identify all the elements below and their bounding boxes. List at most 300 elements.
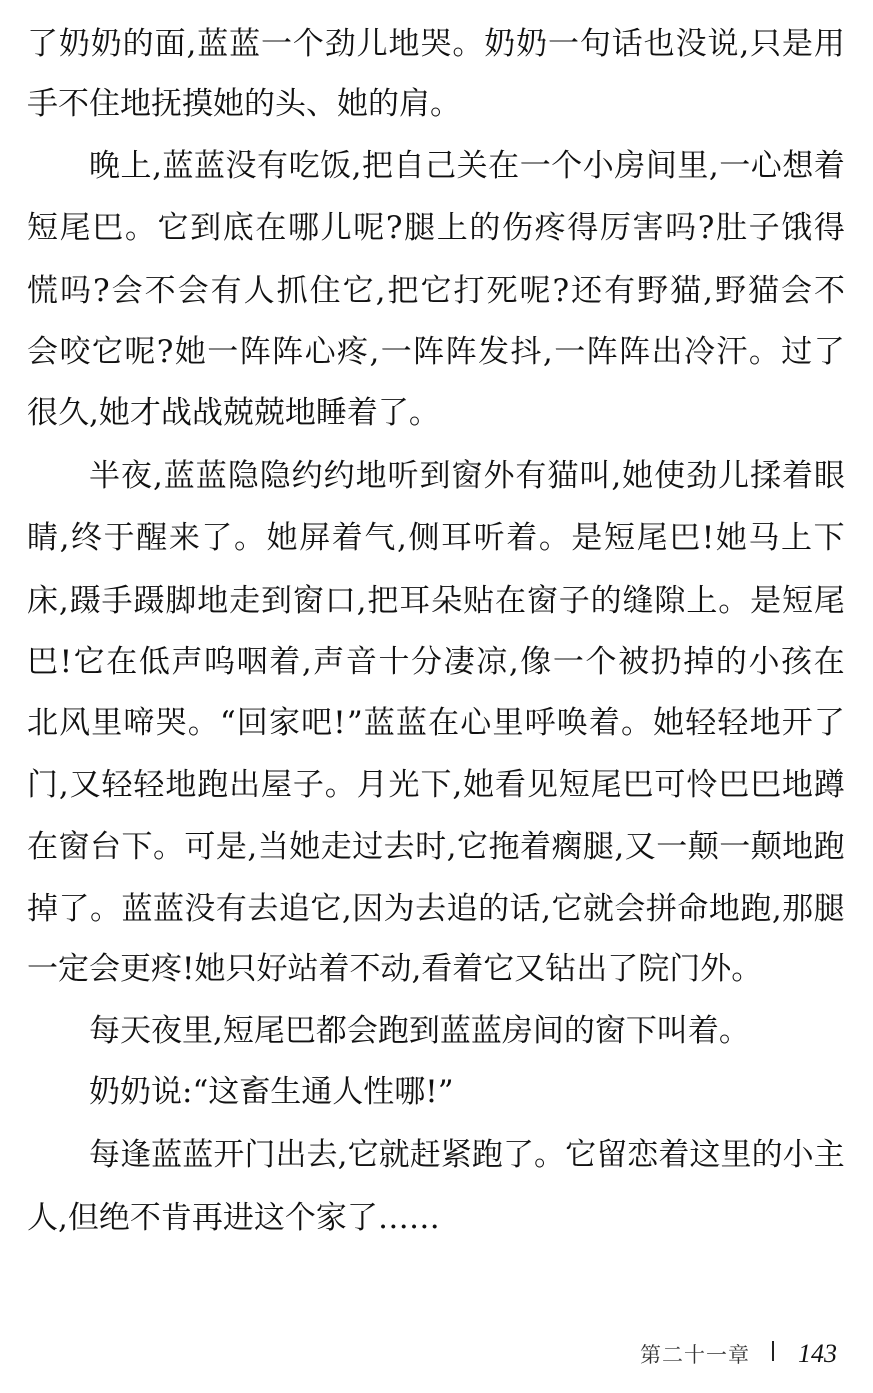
glyph: 赶 (409, 1137, 441, 1173)
glyph: , (739, 26, 750, 62)
text-line (27, 24, 845, 64)
text-line (27, 765, 845, 805)
glyph: 马 (748, 520, 780, 556)
glyph: 在 (488, 148, 520, 184)
glyph: 在 (494, 583, 526, 619)
glyph: 因 (352, 891, 384, 927)
glyph: 。 (452, 26, 484, 62)
glyph: 使 (654, 458, 686, 494)
glyph: 凄 (443, 644, 475, 680)
glyph: 屏 (299, 520, 331, 556)
page-footer (640, 1336, 837, 1372)
glyph: 巴 (750, 767, 782, 803)
glyph: 被 (618, 644, 650, 680)
glyph: 一 (719, 829, 751, 865)
glyph: 尾 (636, 520, 668, 556)
glyph: 约 (291, 458, 323, 494)
glyph: 是 (781, 26, 813, 62)
glyph: 小 (782, 1137, 814, 1173)
glyph: 里 (677, 148, 709, 184)
glyph: , (771, 891, 782, 927)
text-line (27, 518, 845, 558)
glyph: 巴 (92, 210, 124, 246)
glyph: 有 (515, 458, 547, 494)
glyph: 隙 (654, 583, 686, 619)
glyph: 在 (428, 705, 460, 741)
glyph: , (58, 583, 69, 619)
glyph: 咽 (236, 644, 268, 680)
glyph: 吗 (665, 210, 697, 246)
glyph: 个 (551, 148, 583, 184)
glyph: ? (93, 273, 110, 309)
glyph: 跑 (740, 891, 772, 927)
glyph: 一 (519, 148, 551, 184)
glyph: 跑 (471, 1137, 503, 1173)
glyph: 有 (257, 148, 289, 184)
glyph: 她 (715, 520, 747, 556)
glyph: , (301, 644, 312, 680)
glyph: 孩 (781, 644, 813, 680)
glyph: , (703, 273, 713, 309)
glyph: , (446, 829, 457, 865)
glyph: 心 (750, 148, 782, 184)
glyph: 地 (782, 829, 814, 865)
glyph: 走 (229, 583, 261, 619)
glyph: 儿 (718, 458, 750, 494)
glyph: 野 (637, 273, 669, 309)
glyph: 腿 (404, 210, 436, 246)
glyph: , (341, 891, 352, 927)
glyph: 叫 (579, 458, 611, 494)
glyph: 疼 (534, 210, 566, 246)
glyph: 到 (190, 210, 222, 246)
glyph: 饿 (781, 210, 813, 246)
glyph: 饭 (320, 148, 352, 184)
glyph: 也 (643, 26, 675, 62)
glyph: ? (697, 210, 715, 246)
glyph: 打 (453, 273, 485, 309)
glyph: 追 (446, 891, 478, 927)
glyph: 一 (552, 644, 584, 680)
glyph: 着 (588, 705, 620, 741)
text-line (27, 208, 845, 248)
glyph: 着 (519, 829, 551, 865)
glyph: 耳 (399, 583, 431, 619)
text-line (27, 642, 845, 682)
glyph: 咬 (59, 334, 91, 370)
glyph: 是 (215, 829, 247, 865)
text-line: 每天夜里,短尾巴都会跑到蓝蓝房间的窗下叫着。 (89, 1013, 750, 1049)
glyph: 儿 (356, 26, 388, 62)
glyph: 拼 (645, 891, 677, 927)
glyph: 追 (278, 891, 310, 927)
glyph: 开 (781, 705, 813, 741)
glyph: 那 (782, 891, 814, 927)
glyph: 北 (27, 705, 58, 741)
glyph: 它 (456, 829, 488, 865)
text-line (27, 827, 845, 867)
glyph: 房 (614, 148, 646, 184)
glyph: 脚 (165, 583, 197, 619)
glyph: 它 (565, 1137, 597, 1173)
glyph: 一 (260, 26, 292, 62)
glyph: 出 (275, 1137, 307, 1173)
glyph: 耳 (441, 520, 473, 556)
glyph: 阵 (413, 334, 445, 370)
glyph: 于 (103, 520, 135, 556)
glyph: 屋 (260, 767, 292, 803)
glyph: 怜 (686, 767, 718, 803)
glyph: 去 (415, 891, 447, 927)
glyph: 腿 (582, 829, 614, 865)
glyph: 它 (347, 1137, 379, 1173)
glyph: 像 (520, 644, 552, 680)
glyph: 小 (582, 148, 614, 184)
glyph: , (337, 1137, 348, 1173)
glyph: 为 (383, 891, 415, 927)
glyph: 过 (781, 334, 813, 370)
glyph: 醒 (136, 520, 168, 556)
glyph: 窗 (451, 458, 483, 494)
glyph: ? (552, 273, 570, 309)
glyph: 只 (750, 26, 782, 62)
glyph: , (452, 767, 463, 803)
glyph: 。 (234, 520, 266, 556)
glyph: ! (701, 520, 715, 556)
glyph: 隐 (259, 458, 291, 494)
glyph: 蓝 (163, 458, 195, 494)
glyph: 蓝 (182, 1137, 214, 1173)
glyph: 汗 (716, 334, 748, 370)
glyph: 在 (27, 829, 58, 865)
glyph: 轻 (685, 705, 717, 741)
glyph: 下 (121, 829, 153, 865)
glyph: , (152, 148, 162, 184)
glyph: 就 (582, 891, 614, 927)
glyph: 轻 (717, 705, 749, 741)
glyph: 口 (324, 583, 356, 619)
glyph: 想 (782, 148, 814, 184)
glyph: 子 (748, 210, 780, 246)
glyph: 揉 (750, 458, 782, 494)
glyph: 可 (654, 767, 686, 803)
glyph: 短 (27, 210, 58, 246)
glyph: 上 (781, 520, 813, 556)
glyph: 地 (355, 458, 387, 494)
glyph: 把 (387, 273, 419, 309)
glyph: 回 (236, 705, 268, 741)
glyph: 话 (509, 891, 541, 927)
glyph: 猫 (747, 273, 779, 309)
glyph: 发 (478, 334, 510, 370)
glyph: 了 (27, 26, 58, 62)
glyph: 疼 (337, 334, 368, 370)
glyph: 着 (782, 458, 813, 494)
glyph: 伤 (502, 210, 533, 246)
glyph: 它 (73, 644, 105, 680)
glyph: 床 (27, 583, 58, 619)
glyph: 又 (69, 767, 101, 803)
glyph: 害 (632, 210, 664, 246)
glyph: 蓝 (197, 26, 229, 62)
glyph: 下 (420, 767, 452, 803)
glyph: 门 (27, 767, 58, 803)
glyph: , (614, 829, 625, 865)
glyph: 隐 (227, 458, 259, 494)
glyph: 逢 (120, 1137, 152, 1173)
footer-separator (772, 1341, 774, 1361)
glyph: 来 (168, 520, 200, 556)
glyph: 会 (27, 334, 58, 370)
text-line (27, 581, 845, 621)
glyph: 啼 (123, 705, 155, 741)
glyph: 在 (255, 210, 287, 246)
glyph: 它 (420, 273, 452, 309)
glyph: 尾 (590, 767, 622, 803)
glyph: 呜 (204, 644, 236, 680)
glyph: 过 (352, 829, 384, 865)
text-line (27, 332, 845, 372)
glyph: 它 (551, 891, 583, 927)
glyph: 分 (411, 644, 443, 680)
glyph: 奶 (516, 26, 548, 62)
glyph: 没 (675, 26, 707, 62)
glyph: 呢 (519, 273, 551, 309)
glyph: 主 (813, 1137, 845, 1173)
glyph: 到 (419, 458, 451, 494)
glyph: 她 (289, 829, 321, 865)
glyph: ! (59, 644, 73, 680)
glyph: , (356, 583, 367, 619)
glyph: 。 (324, 767, 356, 803)
glyph: 了 (813, 705, 845, 741)
glyph: 巴 (622, 767, 654, 803)
glyph: 看 (494, 767, 526, 803)
glyph: 吃 (288, 148, 320, 184)
text-line (27, 271, 845, 311)
glyph: 。 (152, 829, 184, 865)
text-line (89, 1135, 845, 1175)
glyph: 阵 (239, 334, 271, 370)
glyph: 蓝 (152, 891, 184, 927)
glyph: 蹑 (69, 583, 101, 619)
glyph: 巴 (718, 767, 750, 803)
glyph: 时 (415, 829, 447, 865)
glyph: 手 (101, 583, 133, 619)
glyph: 短 (558, 767, 590, 803)
glyph: 月 (356, 767, 388, 803)
glyph: 十 (378, 644, 410, 680)
glyph: 在 (813, 644, 845, 680)
glyph: 它 (342, 273, 374, 309)
glyph: 一 (207, 334, 239, 370)
glyph: 没 (184, 891, 216, 927)
glyph: 子 (558, 583, 590, 619)
glyph: 的 (122, 26, 154, 62)
glyph: 着 (658, 1137, 690, 1173)
glyph: , (375, 273, 386, 309)
glyph: 心 (304, 334, 336, 370)
glyph: 呢 (124, 334, 156, 370)
glyph: , (351, 148, 362, 184)
glyph: 掉 (683, 644, 715, 680)
glyph: 了 (58, 891, 90, 927)
glyph: 一 (554, 334, 586, 370)
glyph: 下 (813, 520, 845, 556)
glyph: 着 (813, 148, 845, 184)
glyph: 句 (579, 26, 611, 62)
glyph: 抖 (510, 334, 542, 370)
glyph: 紧 (440, 1137, 472, 1173)
glyph: 会 (111, 273, 143, 309)
glyph: 窗 (526, 583, 558, 619)
glyph: 光 (388, 767, 420, 803)
glyph: ” (346, 705, 363, 741)
glyph: 走 (320, 829, 352, 865)
glyph: 底 (222, 210, 254, 246)
glyph: 会 (780, 273, 812, 309)
glyph: 里 (91, 705, 123, 741)
glyph: 得 (813, 210, 845, 246)
glyph: 家 (268, 705, 300, 741)
glyph: 不 (813, 273, 845, 309)
glyph: 一 (548, 26, 579, 62)
glyph: 跑 (813, 829, 845, 865)
glyph: 去 (383, 829, 415, 865)
glyph: 呢 (353, 210, 385, 246)
glyph: 话 (611, 26, 643, 62)
glyph: 慌 (27, 273, 58, 309)
glyph: 人 (243, 273, 275, 309)
glyph: , (152, 458, 163, 494)
glyph: 低 (138, 644, 170, 680)
text-line (89, 146, 845, 186)
glyph: 地 (749, 705, 781, 741)
text-line: 手不住地抚摸她的头、她的肩。 (27, 86, 461, 122)
glyph: 上 (436, 210, 468, 246)
glyph: 了 (201, 520, 233, 556)
glyph: 有 (210, 273, 242, 309)
text-line: 很久,她才战战兢兢地睡着了。 (27, 395, 440, 431)
glyph: 哪 (288, 210, 319, 246)
glyph: 到 (260, 583, 292, 619)
glyph: 这 (689, 1137, 721, 1173)
glyph: ? (385, 210, 403, 246)
glyph: 。 (538, 520, 570, 556)
glyph: 地 (197, 583, 229, 619)
glyph: 会 (614, 891, 646, 927)
glyph: 气 (364, 520, 396, 556)
glyph: 蹑 (133, 583, 165, 619)
page-number: 143 (798, 1339, 837, 1368)
glyph: 把 (367, 583, 399, 619)
glyph: 着 (331, 520, 363, 556)
glyph: 短 (781, 583, 813, 619)
glyph: 奶 (484, 26, 516, 62)
glyph: , (186, 26, 197, 62)
glyph: 哭 (420, 26, 452, 62)
glyph: , (247, 829, 258, 865)
glyph: 当 (257, 829, 289, 865)
glyph: 阵 (272, 334, 304, 370)
glyph: 个 (292, 26, 324, 62)
glyph: 恋 (627, 1137, 659, 1173)
glyph: “ (219, 705, 236, 741)
glyph: 窗 (292, 583, 324, 619)
glyph: 每 (89, 1137, 120, 1173)
glyph: 吗 (60, 273, 91, 309)
glyph: 里 (492, 705, 524, 741)
glyph: 间 (645, 148, 677, 184)
glyph: 小 (748, 644, 780, 680)
glyph: 的 (478, 891, 510, 927)
glyph: 着 (269, 644, 301, 680)
glyph: 蓝 (121, 891, 153, 927)
glyph: , (59, 520, 70, 556)
glyph: 声 (171, 644, 203, 680)
glyph: 在 (106, 644, 138, 680)
glyph: 厉 (599, 210, 631, 246)
glyph: 的 (590, 583, 622, 619)
glyph: 她 (653, 705, 685, 741)
glyph: , (611, 458, 622, 494)
glyph: 颠 (687, 829, 719, 865)
glyph: 巴 (27, 644, 58, 680)
glyph: 会 (177, 273, 209, 309)
text-line (27, 889, 845, 929)
glyph: 她 (463, 767, 495, 803)
glyph: 短 (604, 520, 635, 556)
glyph: 。 (124, 210, 156, 246)
glyph: 猫 (670, 273, 702, 309)
glyph: 睛 (27, 520, 58, 556)
glyph: 关 (456, 148, 488, 184)
glyph: 劲 (324, 26, 356, 62)
glyph: , (541, 891, 551, 927)
glyph: 。 (534, 1137, 566, 1173)
glyph: 夜 (120, 458, 152, 494)
glyph: 上 (120, 148, 152, 184)
glyph: 可 (184, 829, 216, 865)
glyph: 面 (154, 26, 186, 62)
glyph: 它 (91, 334, 123, 370)
glyph: 瘸 (551, 829, 583, 865)
glyph: 去 (247, 891, 279, 927)
glyph: 蓝 (162, 148, 194, 184)
glyph: 死 (486, 273, 518, 309)
glyph: 一 (719, 148, 751, 184)
glyph: 门 (244, 1137, 276, 1173)
glyph: 。 (621, 705, 652, 741)
glyph: 留 (596, 1137, 628, 1173)
glyph: 得 (567, 210, 599, 246)
glyph: 颠 (750, 829, 782, 865)
glyph: 奶 (58, 26, 90, 62)
glyph: 蹲 (813, 767, 845, 803)
glyph: 自 (393, 148, 425, 184)
glyph: 半 (89, 458, 120, 494)
glyph: 说 (707, 26, 739, 62)
glyph: ! (333, 705, 346, 741)
text-line (89, 456, 845, 496)
glyph: 。 (718, 583, 750, 619)
glyph: 地 (165, 767, 197, 803)
glyph: 阵 (586, 334, 618, 370)
glyph: 风 (59, 705, 91, 741)
glyph: 的 (715, 644, 747, 680)
text-line: 一定会更疼!她只好站着不动,看着它又钻出了院门外。 (27, 951, 763, 987)
glyph: 出 (229, 767, 261, 803)
